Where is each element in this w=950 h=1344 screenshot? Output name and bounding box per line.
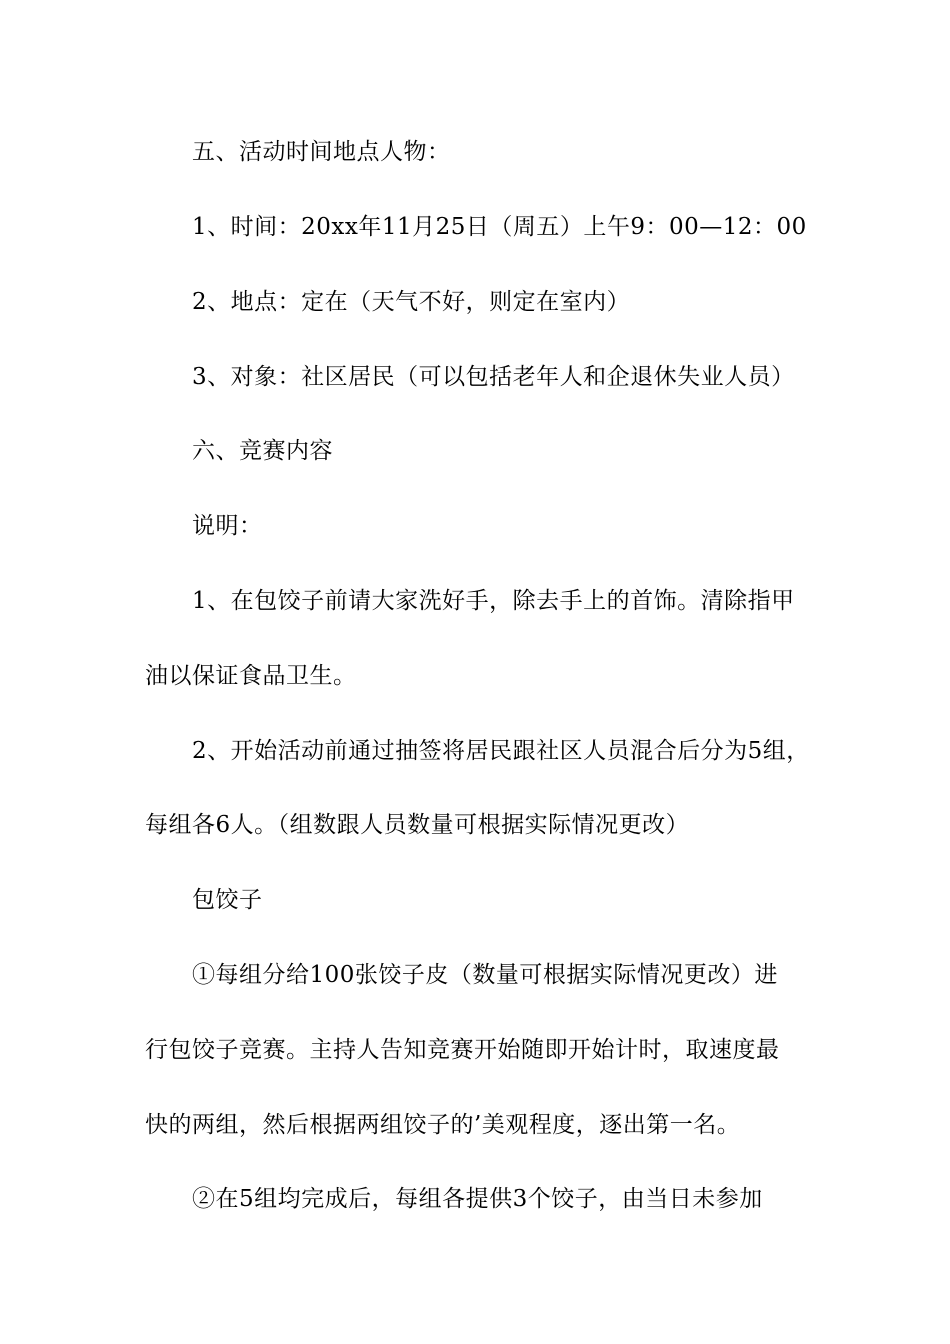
paragraph-rule-2-line-1: 2、开始活动前通过抽签将居民跟社区人员混合后分为5组，	[192, 738, 810, 764]
paragraph-item-1-line-3: 快的两组，然后根据两组饺子的’美观程度，逐出第一名。	[145, 1112, 741, 1138]
paragraph-rule-1-line-2: 油以保证食品卫生。	[145, 663, 357, 689]
paragraph-location: 2、地点：定在（天气不好，则定在室内）	[192, 289, 631, 315]
section-heading-five: 五、活动时间地点人物：	[192, 139, 451, 165]
paragraph-rule-1-line-1: 1、在包饺子前请大家洗好手，除去手上的首饰。清除指甲	[192, 588, 795, 614]
paragraph-note-label: 说明：	[192, 513, 263, 539]
subheading-dumplings: 包饺子	[192, 887, 263, 913]
paragraph-audience: 3、对象：社区居民（可以包括老年人和企退休失业人员）	[192, 364, 795, 390]
paragraph-rule-2-line-2: 每组各6人。（组数跟人员数量可根据实际情况更改）	[145, 812, 690, 838]
paragraph-time: 1、时间：20xx年11月25日（周五）上午9：00—12：00	[192, 214, 807, 240]
section-heading-six: 六、竞赛内容	[192, 438, 333, 464]
paragraph-item-2-line-1: ②在5组均完成后，每组各提供3个饺子，由当日未参加	[192, 1186, 763, 1212]
paragraph-item-1-line-2: 行包饺子竞赛。主持人告知竞赛开始随即开始计时，取速度最	[145, 1037, 780, 1063]
paragraph-item-1-line-1: ①每组分给100张饺子皮（数量可根据实际情况更改）进	[192, 962, 778, 988]
